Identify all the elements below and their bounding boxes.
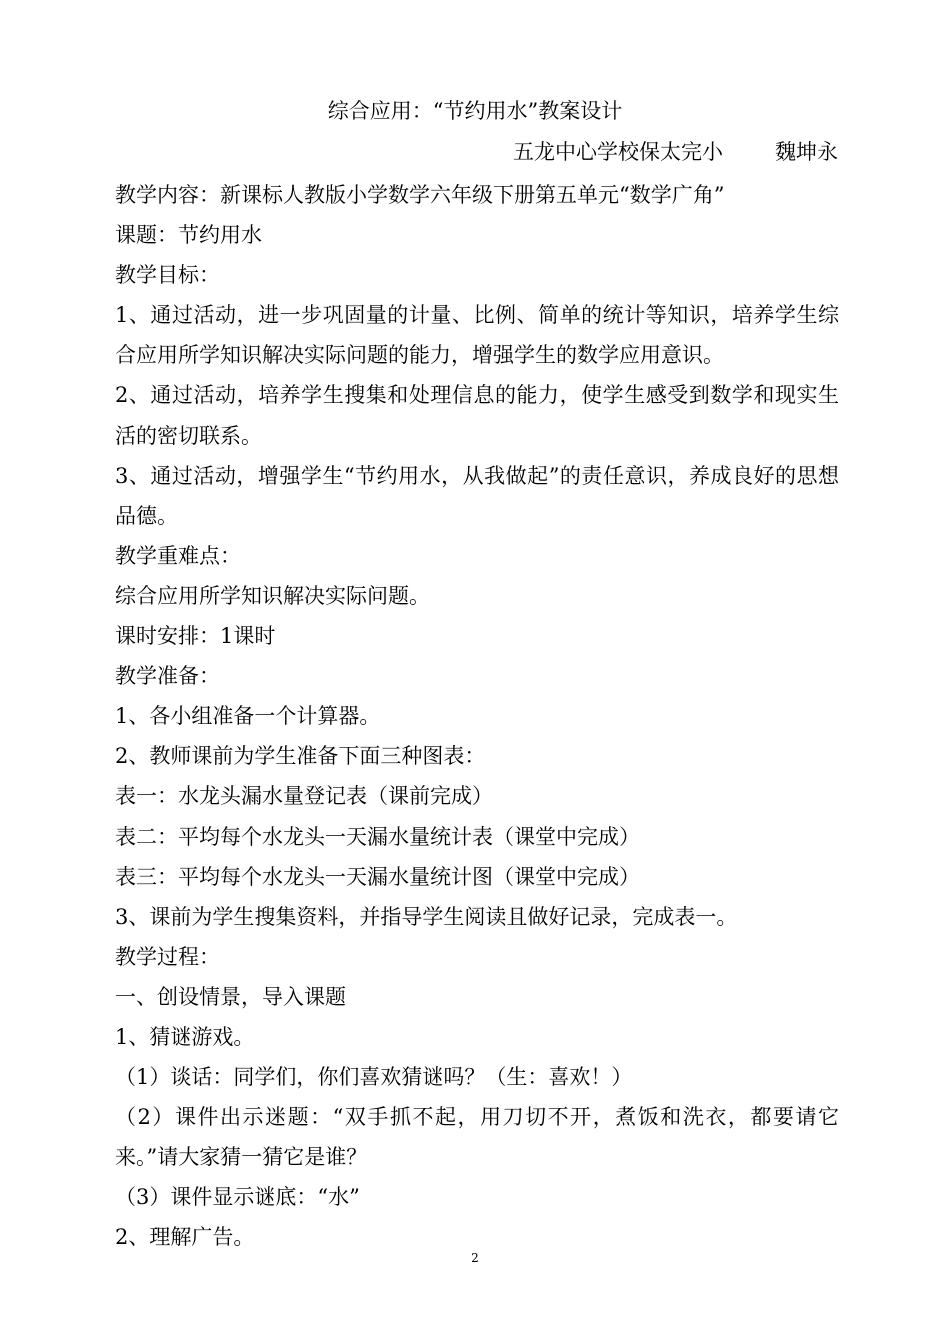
paragraph-goal-2: 2、通过活动，培养学生搜集和处理信息的能力，使学生感受到数学和现实生活的密切联系。 — [115, 383, 839, 448]
paragraph-key-points: 综合应用所学知识解决实际问题。 — [115, 583, 430, 608]
paragraph-table-1: 表一：水龙头漏水量登记表（课前完成） — [115, 784, 493, 809]
paragraph-goal-3: 3、通过活动，增强学生“节约用水，从我做起”的责任意识，养成良好的思想品德。 — [115, 463, 839, 528]
heading-section-1: 一、创设情景，导入课题 — [115, 984, 346, 1009]
paragraph-prep-2: 2、教师课前为学生准备下面三种图表： — [115, 744, 486, 769]
paragraph-riddle-2: （2）课件出示迷题：“双手抓不起，用刀切不开，煮饭和洗衣，都要请它来。”请大家猜一猜它是谁？ — [115, 1105, 839, 1170]
document-title: 综合应用：“节约用水”教案设计 — [327, 99, 623, 123]
paragraph-table-2: 表二：平均每个水龙头一天漏水量统计表（课堂中完成） — [115, 824, 640, 849]
heading-process: 教学过程： — [115, 944, 220, 969]
paragraph-riddle-1: （1）谈话：同学们，你们喜欢猜谜吗？（生：喜欢！） — [115, 1065, 633, 1090]
author-line — [513, 137, 838, 167]
paragraph-teaching-content: 教学内容：新课标人教版小学数学六年级下册第五单元“数学广角” — [115, 183, 725, 207]
paragraph-table-3: 表三：平均每个水龙头一天漏水量统计图（课堂中完成） — [115, 864, 640, 889]
paragraph-goal-1: 1、通过活动，进一步巩固量的计量、比例、简单的统计等知识，培养学生综合应用所学知识解决实际问题的能力，增强学生的数学应用意识。 — [115, 303, 839, 368]
school-name: 五龙中心学校保太完小 — [513, 140, 723, 164]
paragraph-topic: 课题：节约用水 — [115, 223, 262, 248]
paragraph-prep-3: 3、课前为学生搜集资料，并指导学生阅读且做好记录，完成表一。 — [115, 904, 738, 929]
heading-teaching-goals: 教学目标： — [115, 263, 220, 288]
author-name: 魏坤永 — [775, 140, 838, 164]
paragraph-ad: 2、理解广告。 — [115, 1225, 255, 1250]
page-number: 2 — [471, 1251, 479, 1265]
paragraph-riddle-3: （3）课件显示谜底：“水” — [115, 1185, 360, 1210]
paragraph-schedule: 课时安排：1课时 — [115, 624, 276, 649]
paragraph-prep-1: 1、各小组准备一个计算器。 — [115, 704, 381, 729]
heading-preparation: 教学准备： — [115, 664, 220, 689]
paragraph-riddle-game: 1、猜谜游戏。 — [115, 1024, 255, 1049]
heading-key-points: 教学重难点： — [115, 543, 241, 568]
document-body — [115, 175, 839, 1258]
